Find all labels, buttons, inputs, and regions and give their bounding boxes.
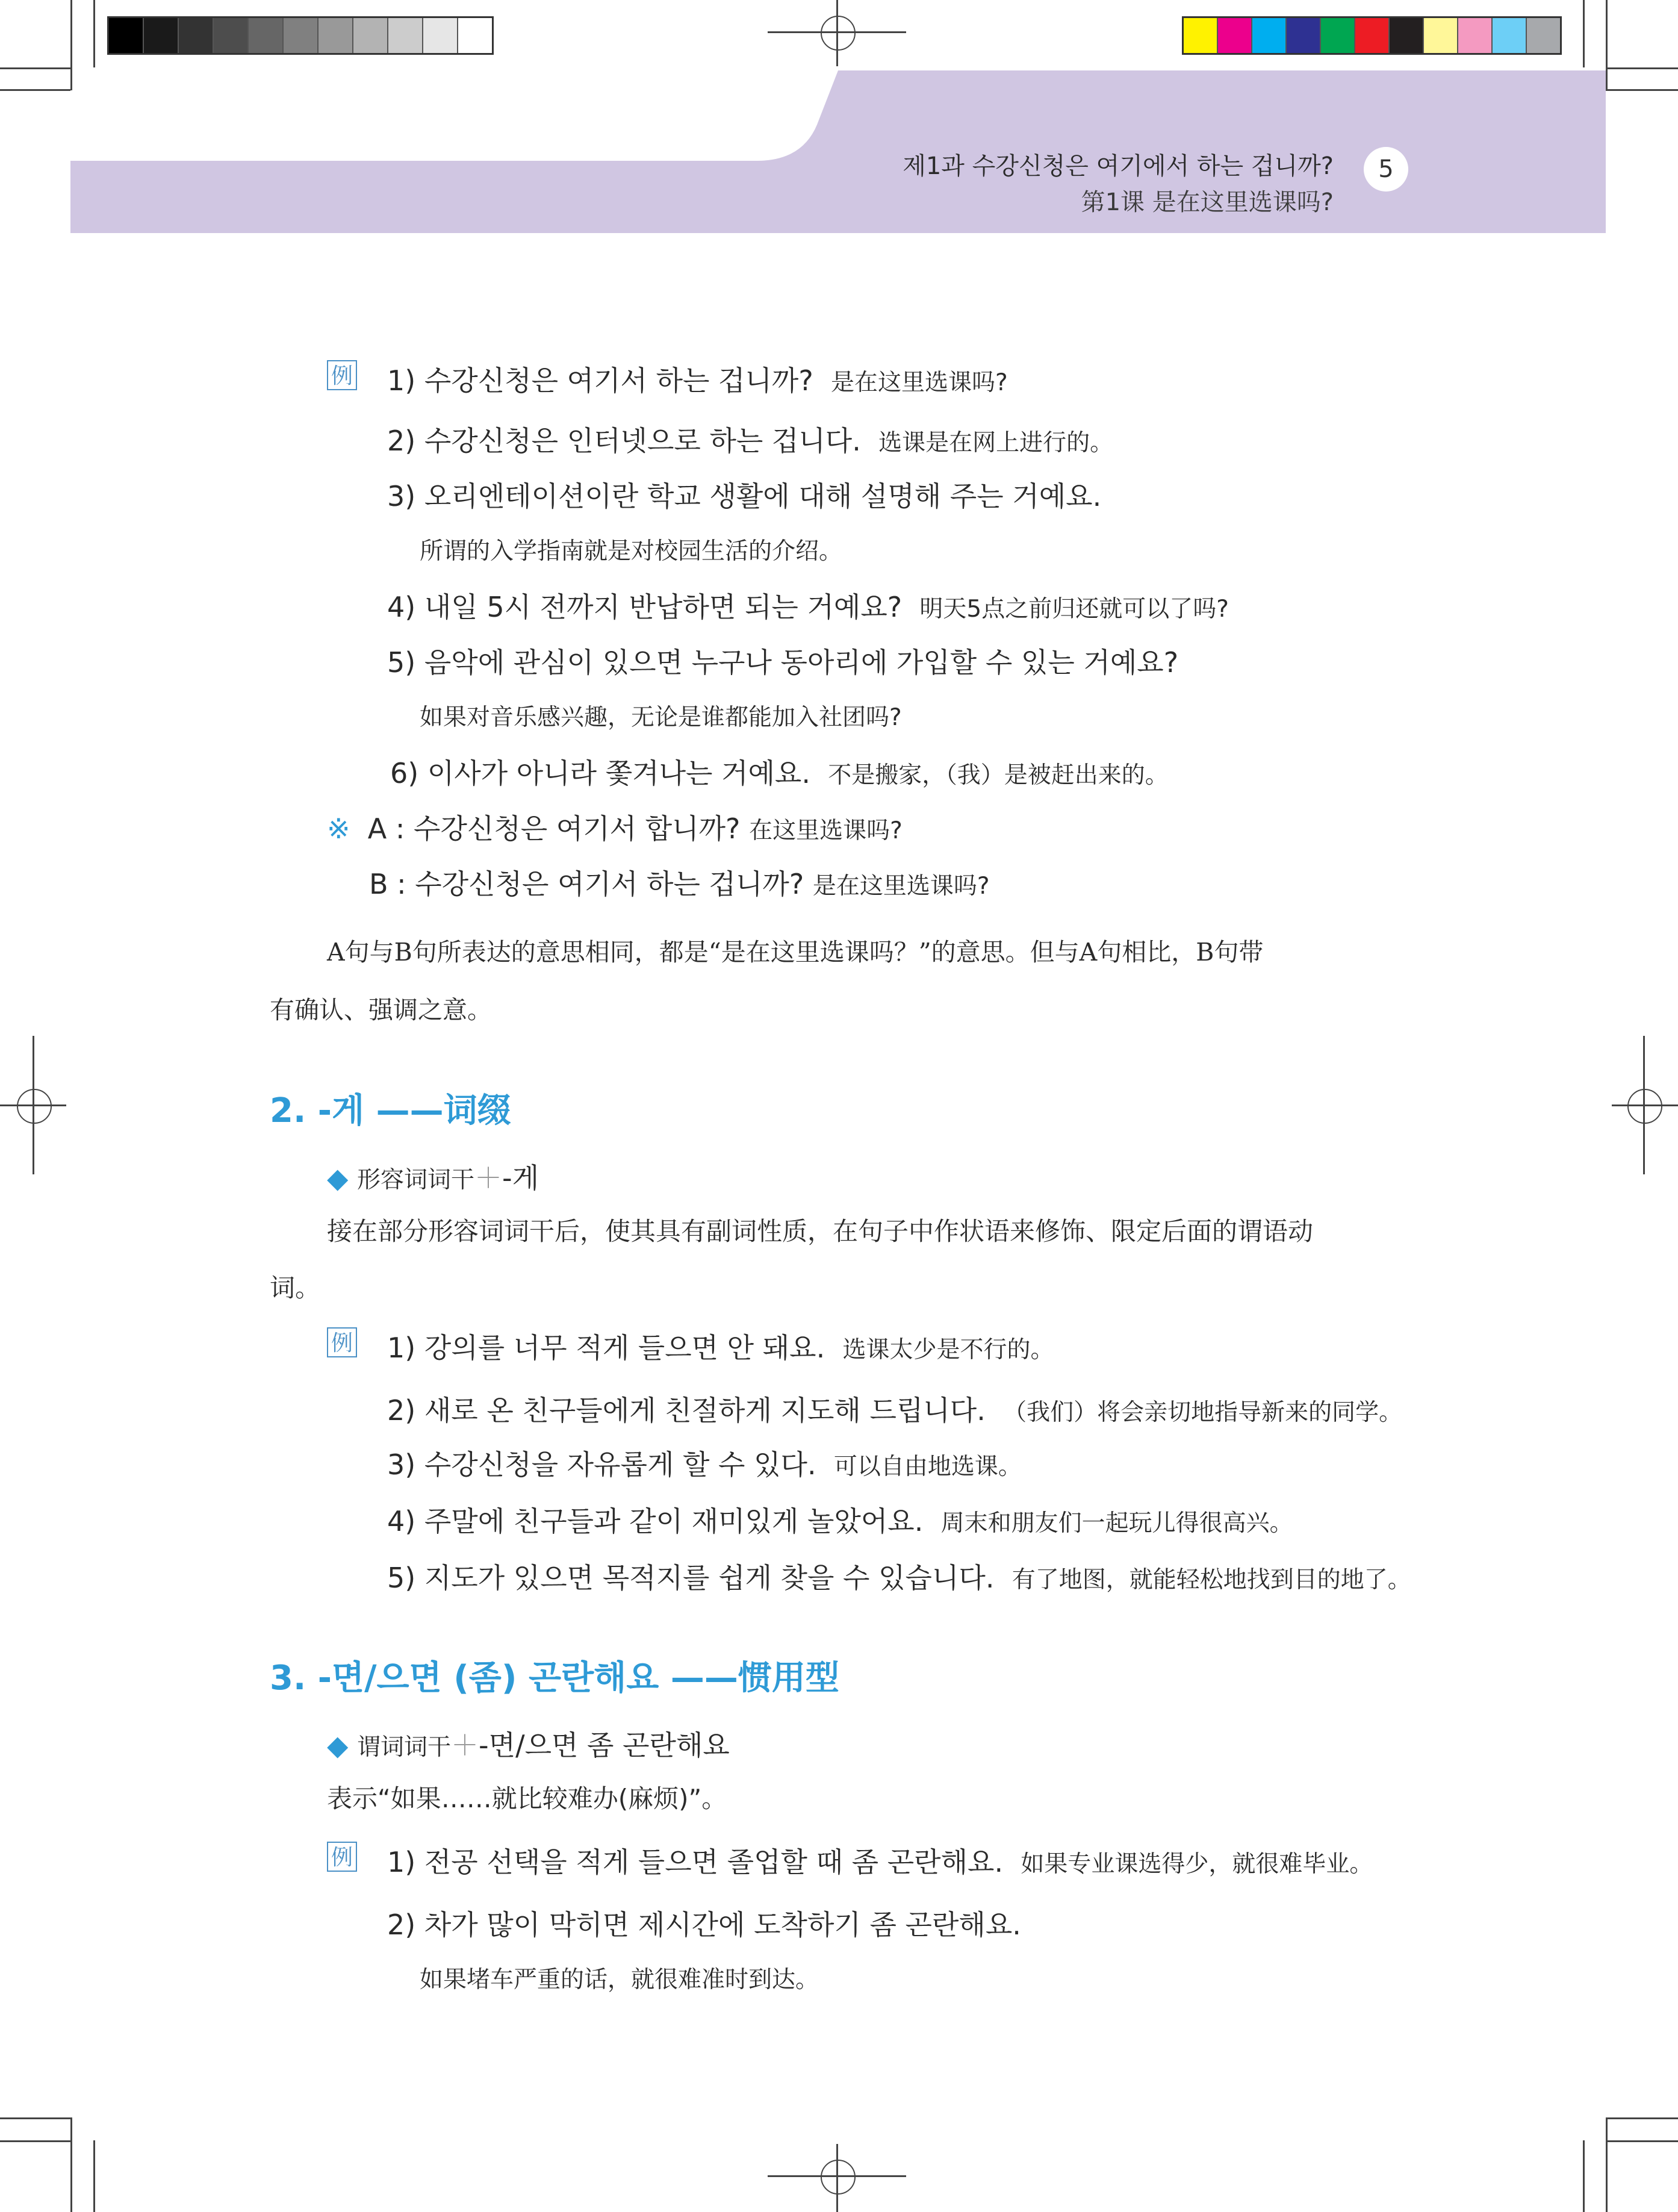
description-line: 接在部分形容词词干后，使其具有副词性质，在句子中作状语来修饰、限定后面的谓语动 bbox=[327, 1217, 1314, 1246]
color-swatch bbox=[1252, 18, 1287, 53]
color-swatch bbox=[1355, 18, 1390, 53]
page-number: 5 bbox=[1364, 147, 1408, 192]
gray-swatch bbox=[284, 18, 319, 53]
gray-swatch bbox=[144, 18, 179, 53]
gray-swatch bbox=[109, 18, 144, 53]
example-translation: 所谓的入学指南就是对校园生活的介绍。 bbox=[420, 538, 843, 565]
example-line: 2) 새로 온 친구들에게 친절하게 지도해 드립니다. （我们）将会亲切地指导新来的同学。 bbox=[387, 1394, 1403, 1427]
example-translation: 如果堵车严重的话，就很难准时到达。 bbox=[420, 1966, 819, 1993]
diamond-icon: ◆ bbox=[327, 1162, 349, 1194]
example-line: 1) 수강신청은 여기서 하는 겁니까? 是在这里选课吗? bbox=[387, 364, 1008, 397]
color-swatch bbox=[1184, 18, 1218, 53]
color-swatch bbox=[1218, 18, 1252, 53]
example-line: 5) 음악에 관심이 있으면 누구나 동아리에 가입할 수 있는 거예요? bbox=[387, 646, 1179, 679]
section-heading: 3. -면/으면 (좀) 곤란해요 ——惯用型 bbox=[270, 1659, 839, 1698]
gray-swatch bbox=[319, 18, 353, 53]
plus-icon: ＋ bbox=[474, 1162, 503, 1194]
grammar-rule: ◆ 谓词词干＋-면/으면 좀 곤란해요 bbox=[327, 1729, 730, 1762]
color-calibration-bar bbox=[1182, 16, 1562, 55]
example-mark: 例 bbox=[327, 1327, 357, 1357]
example-translation: 如果对音乐感兴趣，无论是谁都能加入社团吗? bbox=[420, 704, 902, 731]
example-line: 6) 이사가 아니라 쫓겨나는 거예요. 不是搬家，（我）是被赶出来的。 bbox=[390, 757, 1169, 790]
header-title-chinese: 第1课 是在这里选课吗? bbox=[1081, 188, 1334, 216]
color-swatch bbox=[1493, 18, 1527, 53]
example-line: 2) 차가 많이 막히면 제시간에 도착하기 좀 곤란해요. bbox=[387, 1908, 1021, 1941]
color-swatch bbox=[1527, 18, 1560, 53]
example-line: 4) 주말에 친구들과 같이 재미있게 놀았어요. 周末和朋友们一起玩儿得很高兴。 bbox=[387, 1505, 1293, 1537]
color-swatch bbox=[1458, 18, 1493, 53]
gray-swatch bbox=[249, 18, 284, 53]
explanation-line: A句与B句所表达的意思相同，都是“是在这里选课吗？”的意思。但与A句相比，B句带 bbox=[327, 938, 1264, 967]
description-line: 表示“如果……就比较难办(麻烦)”。 bbox=[327, 1784, 727, 1813]
section-heading: 2. -게 ——词缀 bbox=[270, 1091, 511, 1130]
example-line: 5) 지도가 있으면 목적지를 쉽게 찾을 수 있습니다. 有了地图，就能轻松地找到目的地了。 bbox=[387, 1562, 1411, 1594]
color-swatch bbox=[1390, 18, 1424, 53]
example-line: 3) 수강신청을 자유롭게 할 수 있다. 可以自由地选课。 bbox=[387, 1448, 1022, 1481]
gray-swatch bbox=[458, 18, 492, 53]
example-line: 4) 내일 5시 전까지 반납하면 되는 거예요? 明天5点之前归还就可以了吗? bbox=[387, 591, 1229, 623]
example-line: 1) 강의를 너무 적게 들으면 안 돼요. 选课太少是不行的。 bbox=[387, 1332, 1054, 1364]
plus-icon: ＋ bbox=[451, 1729, 479, 1762]
grammar-rule: ◆ 形容词词干＋-게 bbox=[327, 1162, 539, 1194]
gray-swatch bbox=[388, 18, 423, 53]
example-line: 1) 전공 선택을 적게 들으면 졸업할 때 좀 곤란해요. 如果专业课选得少，就很难毕业。 bbox=[387, 1846, 1373, 1878]
gray-swatch bbox=[179, 18, 214, 53]
description-line: 词。 bbox=[270, 1273, 321, 1303]
header-title-korean: 제1과 수강신청은 여기에서 하는 겁니까? bbox=[903, 152, 1334, 180]
example-line: 3) 오리엔테이션이란 학교 생활에 대해 설명해 주는 거예요. bbox=[387, 480, 1102, 512]
grayscale-calibration-bar bbox=[107, 16, 494, 55]
diamond-icon: ◆ bbox=[327, 1729, 349, 1762]
gray-swatch bbox=[214, 18, 249, 53]
color-swatch bbox=[1424, 18, 1458, 53]
note-b: B : 수강신청은 여기서 하는 겁니까? 是在这里选课吗? bbox=[369, 868, 990, 900]
explanation-line: 有确认、强调之意。 bbox=[270, 995, 492, 1024]
note-mark: ※ bbox=[327, 812, 350, 845]
color-swatch bbox=[1287, 18, 1321, 53]
example-line: 2) 수강신청은 인터넷으로 하는 겁니다. 选课是在网上进行的。 bbox=[387, 425, 1114, 457]
color-swatch bbox=[1321, 18, 1355, 53]
note-a: ※ A : 수강신청은 여기서 합니까? 在这里选课吗? bbox=[327, 812, 903, 845]
example-mark: 例 bbox=[327, 360, 357, 390]
gray-swatch bbox=[353, 18, 388, 53]
example-mark: 例 bbox=[327, 1842, 357, 1872]
gray-swatch bbox=[423, 18, 458, 53]
